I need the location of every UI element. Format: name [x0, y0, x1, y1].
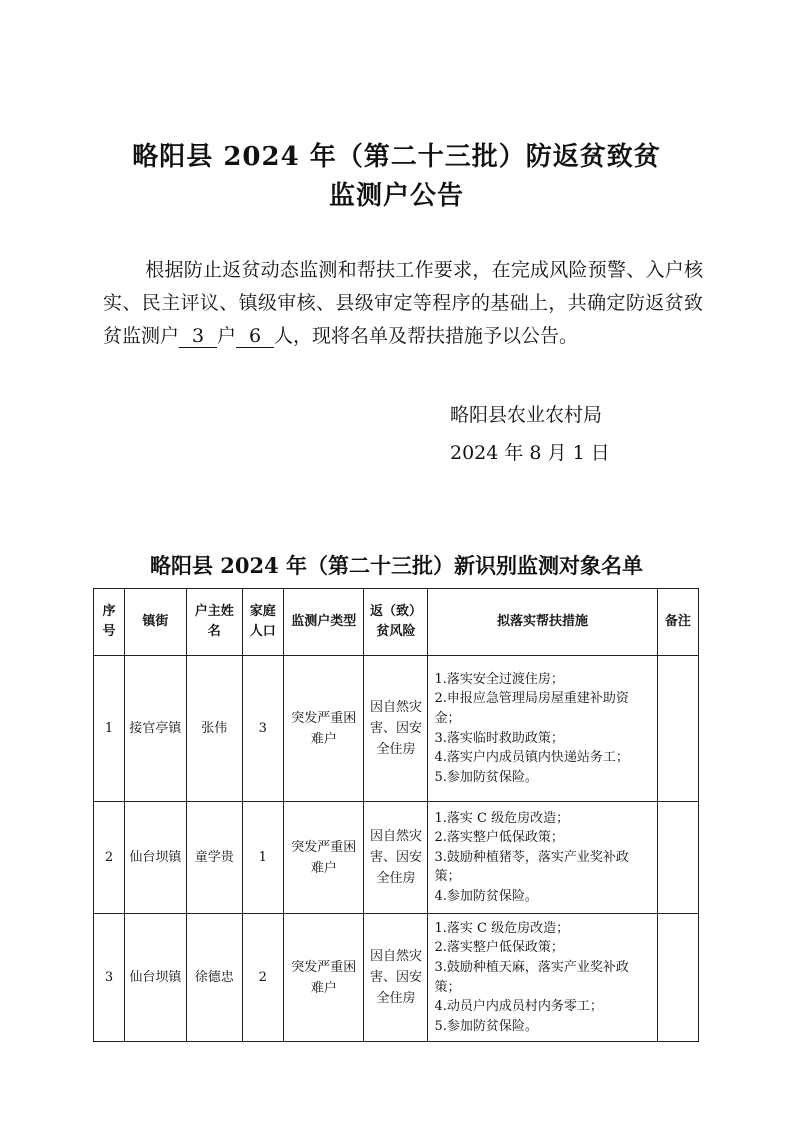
header-seq: 序号	[94, 589, 125, 656]
cell-note	[657, 914, 698, 1042]
header-size: 家庭人口	[242, 589, 283, 656]
measure-item: 3.鼓励种植猪苓，落实产业奖补政策；	[434, 849, 629, 885]
cell-seq: 2	[94, 802, 125, 914]
cell-size: 1	[242, 802, 283, 914]
table-row	[94, 656, 699, 802]
announcement-closing: 人，现将名单及帮扶措施予以公告。	[274, 325, 579, 347]
announcement-intro: 根据防止返贫动态监测和帮扶工作要求，在完成风险预警、入户核实、民主评议、镇级审核、县级审定等程序的基础上，共确定防返贫致贫监测户	[103, 259, 703, 347]
cell-note	[657, 802, 698, 914]
measure-item: 5.参加防贫保险。	[434, 1018, 538, 1034]
header-measures: 拟落实帮扶措施	[428, 589, 657, 656]
measure-item: 2.落实整户低保政策；	[434, 830, 564, 846]
cell-seq: 3	[94, 914, 125, 1042]
header-town: 镇街	[124, 589, 186, 656]
measure-item: 3.鼓励种植天麻，落实产业奖补政策；	[434, 959, 629, 995]
measure-item: 4.参加防贫保险。	[434, 888, 538, 904]
monitoring-list-table	[93, 588, 699, 1042]
cell-measures	[428, 914, 657, 1042]
cell-size: 2	[242, 914, 283, 1042]
header-type: 监测户类型	[283, 589, 364, 656]
cell-type: 突发严重困难户	[283, 802, 364, 914]
measure-item: 1.落实安全过渡住房；	[434, 671, 564, 687]
cell-town: 仙台坝镇	[124, 802, 186, 914]
cell-note	[657, 656, 698, 802]
cell-risk: 因自然灾害、因安全住房	[364, 802, 428, 914]
cell-measures	[428, 802, 657, 914]
measure-item: 4.动员户内成员村内务零工；	[434, 999, 603, 1015]
cell-head: 徐德忠	[186, 914, 242, 1042]
cell-seq: 1	[94, 656, 125, 802]
cell-head: 童学贵	[186, 802, 242, 914]
header-head: 户主姓名	[186, 589, 242, 656]
header-note: 备注	[657, 589, 698, 656]
cell-town: 仙台坝镇	[124, 914, 186, 1042]
table-header-row	[94, 589, 699, 656]
cell-risk: 因自然灾害、因安全住房	[364, 656, 428, 802]
cell-type: 突发严重困难户	[283, 656, 364, 802]
measure-item: 2.落实整户低保政策；	[434, 940, 564, 956]
cell-head: 张伟	[186, 656, 242, 802]
cell-town: 接官亭镇	[124, 656, 186, 802]
cell-size: 3	[242, 656, 283, 802]
page-title: 略阳县 2024 年（第二十三批）防返贫致贫	[132, 142, 661, 172]
table-row	[94, 914, 699, 1042]
person-count: 6	[236, 325, 274, 348]
header-risk: 返（致）贫风险	[364, 589, 428, 656]
measure-item: 2.申报应急管理局房屋重建补助资金；	[434, 691, 629, 726]
signature-date: 2024 年 8 月 1 日	[450, 442, 610, 464]
table-row	[94, 802, 699, 914]
cell-type: 突发严重困难户	[283, 914, 364, 1042]
household-unit: 户	[217, 325, 237, 347]
measure-item: 3.落实临时救助政策；	[434, 730, 564, 746]
announcement-paragraph	[103, 254, 703, 353]
measure-item: 1.落实 C 级危房改造；	[434, 810, 570, 826]
measure-item: 5.参加防贫保险。	[434, 769, 538, 785]
signature-org: 略阳县农业农村局	[450, 404, 603, 426]
cell-measures	[428, 656, 657, 802]
table-title: 略阳县 2024 年（第二十三批）新识别监测对象名单	[149, 553, 644, 578]
cell-risk: 因自然灾害、因安全住房	[364, 914, 428, 1042]
page-subtitle: 监测户公告	[328, 181, 464, 211]
household-count: 3	[179, 325, 217, 348]
measure-item: 1.落实 C 级危房改造；	[434, 920, 570, 936]
measure-item: 4.落实户内成员镇内快递站务工；	[434, 750, 629, 766]
